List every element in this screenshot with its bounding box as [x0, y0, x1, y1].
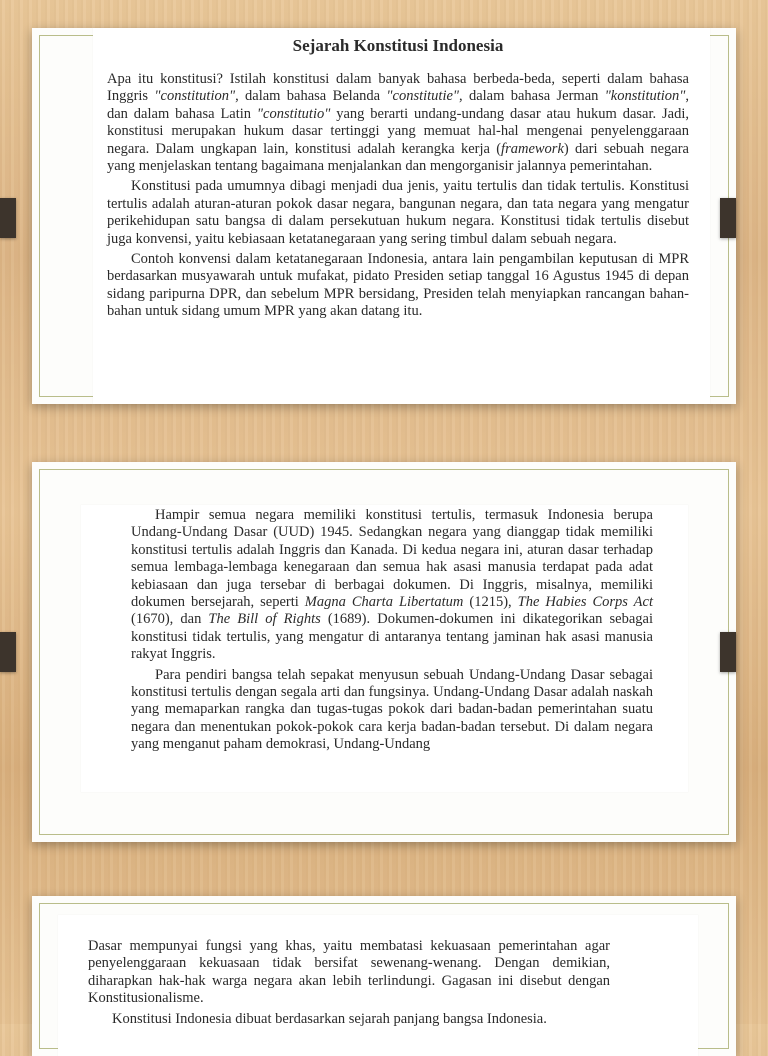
paragraph-1: Dasar mempunyai fungsi yang khas, yaitu membatasi kekuasaan pemerintahan agar penyelenggaraan kekuasaan tidak bersifat sewenang-wenang. Dengan demikian, diharapkan hak-hak warga negara akan lebih terlindungi. Gagasan ini disebut dengan Konstitusionalisme. — [88, 938, 610, 1007]
slide-2-content — [131, 507, 653, 754]
paragraph-1: Hampir semua negara memiliki konstitusi tertulis, termasuk Indonesia berupa Undang-Undang Dasar (UUD) 1945. Sedangkan negara yang dianggap tidak memiliki konstitusi tertulis adalah Inggris dan Kanada. Di kedua negara ini, aturan dasar terhadap semua lembaga-lembaga kenegaraan dan semua hak asasi manusia terdapat pada adat kebiasaan dan juga tersebar di berbagai dokumen. Di Inggris, misalnya, memiliki dokumen bersejarah, seperti Magna Charta Libertatum (1215), The Habies Corps Act (1670), dan The Bill of Rights (1689). Dokumen-dokumen ini dikategorikan sebagai konstitusi tidak tertulis, yang mengatur di antaranya tentang jaminan hak asasi manusia rakyat Inggris. — [131, 507, 654, 663]
slide-3 — [32, 896, 736, 1056]
paragraph-2: Konstitusi pada umumnya dibagi menjadi dua jenis, yaitu tertulis dan tidak tertulis. Konstitusi tertulis adalah aturan-aturan pokok dasar negara, bangunan negara, dan tata negara yang mengatur perikehidupan satu bangsa di dalam persekutuan hukum negara. Konstitusi tidak tertulis disebut juga konvensi, yaitu kebiasaan ketatanegaraan yang sering timbul dalam sebuah negara. — [107, 178, 689, 247]
left-tab-2 — [0, 632, 16, 672]
paragraph-2: Konstitusi Indonesia dibuat berdasarkan sejarah panjang bangsa Indonesia. — [112, 1010, 547, 1027]
page-title: Sejarah Konstitusi Indonesia — [292, 36, 504, 55]
slide-2 — [32, 462, 736, 842]
right-tab-2 — [720, 632, 736, 672]
paragraph-1: Apa itu konstitusi? Istilah konstitusi dalam banyak bahasa berbeda-beda, seperti dalam bahasa Inggris "constitution", dalam bahasa Belanda "constitutie", dalam bahasa Jerman "konstitution", dan dalam bahasa Latin "constitutio" yang berarti undang-undang dasar atau hukum dasar. Jadi, konstitusi merupakan hukum dasar tertinggi yang memuat hal-hal mengenai penyelenggaraan negara. Dalam ungkapan lain, konstitusi adalah kerangka kerja (framework) dari sebuah negara yang menjelaskan tentang bagaimana menjalankan dan mengorganisir jalannya pemerintahan. — [107, 71, 689, 175]
slide-1-content — [107, 36, 689, 321]
slide-3-content — [88, 938, 610, 1028]
left-tab-1 — [0, 198, 16, 238]
right-tab-1 — [720, 198, 736, 238]
paragraph-3: Contoh konvensi dalam ketatanegaraan Indonesia, antara lain pengambilan keputusan di MPR berdasarkan musyawarah untuk mufakat, pidato Presiden setiap tanggal 16 Agustus 1945 di depan sidang paripurna DPR, dan sebelum MPR bersidang, Presiden telah menyiapkan rancangan bahan-bahan untuk sidang umum MPR yang akan datang itu. — [107, 251, 689, 320]
slide-1 — [32, 28, 736, 404]
paragraph-2: Para pendiri bangsa telah sepakat menyusun sebuah Undang-Undang Dasar sebagai konstitusi tertulis dengan segala arti dan fungsinya. Undang-Undang Dasar adalah naskah yang memaparkan rangka dan tugas-tugas pokok dari badan-badan pemerintahan suatu negara dan menentukan pokok-pokok cara kerja badan-badan tersebut. Di dalam negara yang menganut paham demokrasi, Undang-Undang — [131, 666, 653, 753]
